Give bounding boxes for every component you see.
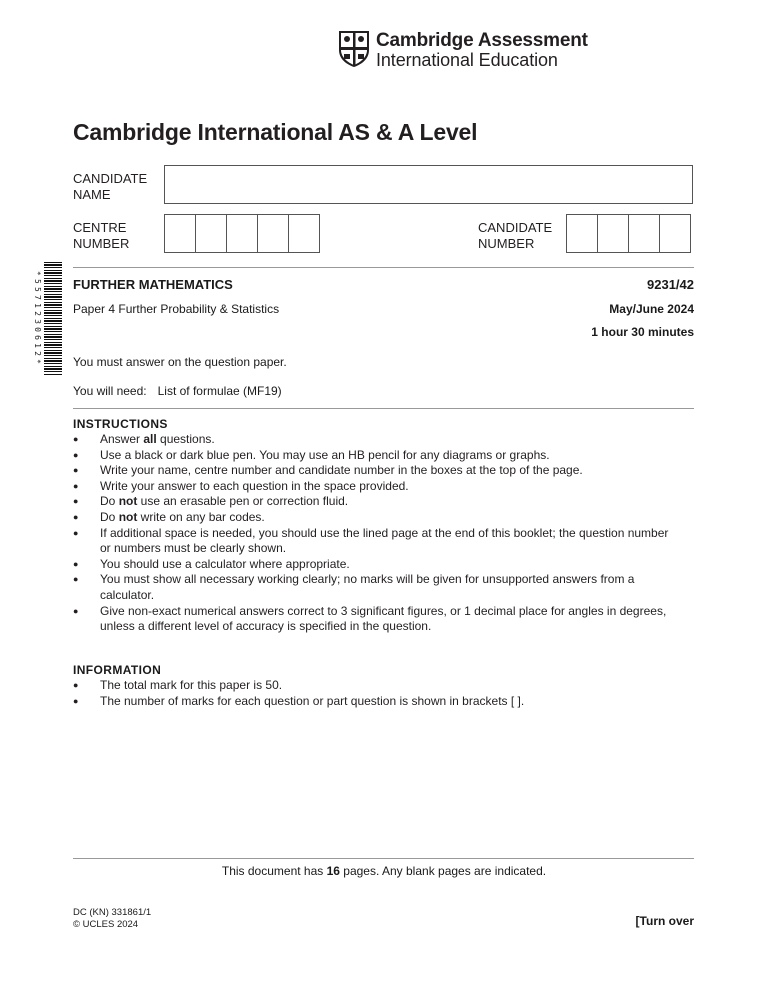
candidate-number-box-1[interactable] [566, 214, 598, 253]
centre-number-box-3[interactable] [226, 214, 258, 253]
exam-session: May/June 2024 [609, 302, 694, 316]
instruction-item: ● Answer all questions. [73, 432, 673, 448]
instruction-item: ● Write your name, centre number and candidate number in the boxes at the top of the page. [73, 463, 673, 479]
barcode [28, 262, 64, 376]
instructions-heading: INSTRUCTIONS [73, 417, 168, 431]
qualification-title: Cambridge International AS & A Level [73, 119, 478, 145]
document-code: DC (KN) 331861/1 [73, 907, 152, 918]
centre-number-box-5[interactable] [288, 214, 320, 253]
instruction-item: ● Write your answer to each question in the space provided. [73, 479, 673, 495]
document-reference [73, 907, 151, 931]
logo-line-1: Cambridge Assessment [376, 30, 588, 51]
subject-title: FURTHER MATHEMATICS [73, 277, 233, 292]
candidate-number-label: CANDIDATE NUMBER [478, 220, 553, 251]
logo-line-2: International Education [376, 50, 558, 70]
centre-number-label: CENTRE NUMBER [73, 220, 130, 251]
instruction-item: ● If additional space is needed, you should use the lined page at the end of this booklet; the question number or numbers must be clearly shown. [73, 526, 673, 557]
centre-number-boxes [164, 214, 319, 253]
page-count-note: This document has 16 pages. Any blank pages are indicated. [221, 864, 547, 878]
information-item: ● The total mark for this paper is 50. [73, 678, 673, 694]
information-item: ● The number of marks for each question or part question is shown in brackets [ ]. [73, 694, 673, 710]
candidate-number-box-3[interactable] [628, 214, 660, 253]
instruction-item: ● Do not use an erasable pen or correction fluid. [73, 494, 673, 510]
cambridge-logo [338, 30, 588, 70]
copyright: © UCLES 2024 [73, 919, 139, 930]
centre-number-box-1[interactable] [164, 214, 196, 253]
centre-number-box-4[interactable] [257, 214, 289, 253]
candidate-number-box-4[interactable] [659, 214, 691, 253]
barcode-bars [44, 262, 62, 376]
divider [73, 858, 694, 859]
instructions-list [73, 432, 673, 635]
instruction-item: ● You should use a calculator where appropriate. [73, 557, 673, 573]
candidate-name-box[interactable] [164, 165, 693, 204]
turn-over-note: [Turn over [635, 914, 694, 928]
candidate-number-box-2[interactable] [597, 214, 629, 253]
answer-instruction: You must answer on the question paper. [73, 355, 287, 369]
divider [73, 408, 694, 409]
divider [73, 267, 694, 268]
information-list [73, 678, 673, 709]
candidate-name-label: CANDIDATE NAME [73, 171, 148, 202]
paper-code: 9231/42 [647, 277, 694, 292]
instruction-item: ● You must show all necessary working clearly; no marks will be given for unsupported answers from a calculator. [73, 572, 673, 603]
instruction-item: ● Do not write on any bar codes. [73, 510, 673, 526]
paper-title: Paper 4 Further Probability & Statistics [73, 302, 280, 316]
university-shield-icon [338, 30, 370, 68]
instruction-item: ● Give non-exact numerical answers correct to 3 significant figures, or 1 decimal place for angles in degrees, unless a different level of accuracy is specified in the question. [73, 604, 673, 635]
information-heading: INFORMATION [73, 663, 162, 677]
materials-needed-label: You will need: [73, 384, 147, 398]
candidate-number-boxes [566, 214, 690, 253]
exam-duration: 1 hour 30 minutes [591, 325, 694, 339]
materials-needed [73, 384, 282, 398]
barcode-digits: *5571230612* [33, 270, 42, 368]
instruction-item: ● Use a black or dark blue pen. You may use an HB pencil for any diagrams or graphs. [73, 448, 673, 464]
materials-needed-value: List of formulae (MF19) [157, 384, 282, 398]
centre-number-box-2[interactable] [195, 214, 227, 253]
